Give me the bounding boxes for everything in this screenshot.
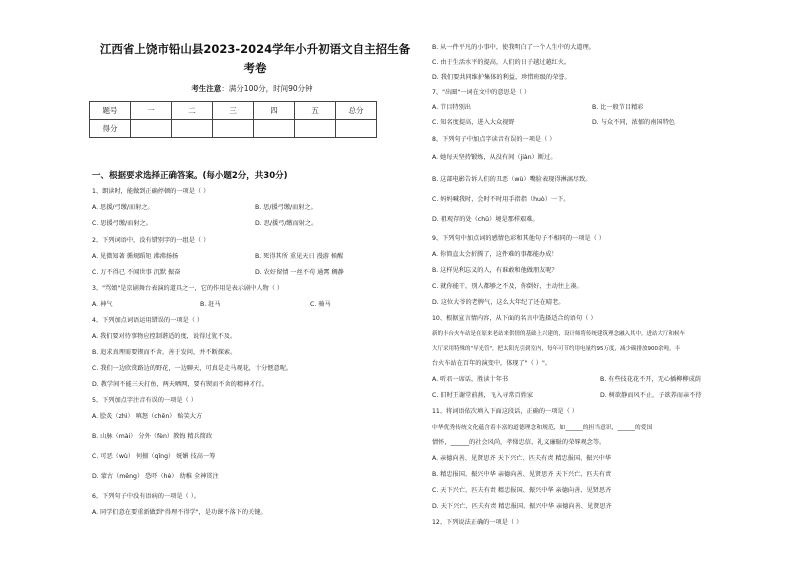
- question-line: 10、根据宣言情内容，从下面的名言中选择适合的语句（ ）: [432, 315, 597, 322]
- option-line: C. 万不得已 不闻世事 沉默 振奋: [92, 269, 181, 276]
- option-line: C. 就你能干，别人都够之不及，你倒好，主动往上凑。: [432, 283, 583, 290]
- option-line: D. 天下兴亡、匹夫有责 精忠报国、振兴中华 亲德向善、见贤思齐: [432, 503, 612, 510]
- option-line: A. 节目特别出: [432, 104, 471, 111]
- question-line: 11、将词语依次填入下面这段话，正确的一项是（ ）: [432, 408, 578, 415]
- question-line: 6、下列句子中没有语病的一项是（ ）。: [92, 493, 200, 500]
- score-header-cell: 题号: [90, 102, 131, 120]
- score-header-cell: 四: [254, 102, 295, 120]
- option-line: D. 祖观存的处（chǔ）境是那样艰难。: [432, 216, 539, 223]
- option-line: A. 见微知著 循规蹈矩 沸沸扬扬: [92, 253, 179, 260]
- question-line: 12、下列说法正确的一项是（ ）: [432, 519, 523, 526]
- score-header-cell: 总分: [336, 102, 377, 120]
- score-table: [89, 101, 377, 138]
- option-line: A. 脍炙（zhì） 嗔怒（chēn） 贻笑大方: [92, 413, 203, 420]
- option-line: C. 天下兴亡、匹夫有责 精忠报国、振兴中华 亲德向善、见贤思齐: [432, 487, 612, 494]
- exam-title-line2: 考卷: [243, 61, 267, 75]
- option-line: C. 我们一边欣赏路边的野花，一边聊天，可真是走马观花，十分惬意呢。: [92, 365, 293, 372]
- option-line: A. 思援/弓缴/而射之。: [92, 204, 154, 211]
- score-header-cell: 三: [213, 102, 254, 120]
- score-cell: [131, 120, 172, 138]
- option-line: B. 从一件平凡的小事中，使我明白了一个人生中的大道理。: [432, 44, 595, 51]
- option-line: B. 比一般节目精彩: [592, 104, 644, 111]
- option-line: D. 蒙古（měng） 恐吓（hè） 幼稚 全神贯注: [92, 473, 219, 480]
- question-line: 2、下列词语中，没有错别字的一组是（ ）: [92, 237, 210, 244]
- option-line: C. 可恶（wù） 何擅（qǐng） 妩媚 技高一筹: [92, 453, 216, 460]
- question-line: 9、下列句中加点词的感情色彩和其他句子不相同的一项是（ ）: [432, 235, 605, 242]
- score-header-cell: 一: [131, 102, 172, 120]
- option-line: A. 听君一席话，胜读十年书: [432, 376, 509, 383]
- option-line: C. 骑马: [310, 301, 331, 308]
- score-cell: [172, 120, 213, 138]
- option-line: D. 我们要共同维护集体的利益，珍惜班级的荣誉。: [432, 74, 571, 81]
- option-line: A. 亲德向善、见贤思齐 天下兴亡、匹夫有责 精忠报国、振兴中华: [432, 455, 612, 462]
- option-line: D. 思/援弓/缴而射之。: [255, 220, 318, 227]
- score-cell: [213, 120, 254, 138]
- option-line: A. 同学们意在要重新做到"得理不得学"，是功课不落下的关键。: [92, 509, 267, 516]
- option-line: A. 我们要对待事物应控制谐适的度，说得过犹不及。: [92, 333, 237, 340]
- exam-title: [90, 40, 420, 78]
- option-line: B. 有些技花花不开，无心插柳柳成荫: [600, 376, 701, 383]
- score-cell: [336, 120, 377, 138]
- option-line: B. 思/援弓缴/而射之。: [255, 204, 317, 211]
- score-header-cell: 五: [295, 102, 336, 120]
- option-line: D. 教学间不能三天打鱼，两天晒网，要有锲而不舍的精神才行。: [92, 381, 268, 388]
- option-line: D. 与众不同，浓郁的南国特色: [592, 119, 675, 126]
- question-line: 7、"出圈"一词在文中的意思是（ ）: [432, 89, 531, 96]
- option-line: C. 思援弓缴/而射之。: [92, 220, 152, 227]
- question-line: 1、朗读时，能做到正确停顿的一项是（ ）: [92, 188, 210, 195]
- passage-line: 情怀，______的社会风尚，孝悌忠信、礼义廉耻的荣辱观念等。: [432, 439, 606, 446]
- passage-line: 大厅采用特殊的"导光管"，把太阳光引到室内，每年可节约用电量约95万度，减少碳排放900余吨。丰: [432, 346, 681, 352]
- option-line: D. 这位大爷的老脾气，这么大年纪了还在晴老。: [432, 299, 565, 306]
- option-line: B. 这样见利忘义的人，有谁敢和他做朋友呢？: [432, 267, 558, 274]
- score-cell: [254, 120, 295, 138]
- notice-label: 考生注意: [191, 84, 222, 93]
- score-header-cell: 二: [172, 102, 213, 120]
- option-line: A. 你简直太会折腾了，这件难的事都能办成！: [432, 251, 558, 258]
- score-header-row: [90, 102, 377, 120]
- option-line: A. 神气: [92, 301, 113, 308]
- notice-text: ：满分100分，时间90分钟: [221, 84, 313, 93]
- score-cell: [295, 120, 336, 138]
- option-line: B. 追求真理需要锲而不舍，善于发问，并不断探索。: [92, 349, 237, 356]
- exam-title-line1: 江西省上饶市铅山县2023-2024学年小升初语文自主招生备: [99, 42, 411, 56]
- option-line: B. 山脉（mài） 分外（fèn）教悔 精兵简政: [92, 433, 213, 440]
- question-line: 8、下列句子中加点字读音有误的一项是（ ）: [432, 136, 556, 143]
- option-line: B. 赶马: [200, 301, 221, 308]
- option-line: C. 旧时王谢堂前燕，飞入寻常百姓家: [432, 392, 534, 399]
- exam-notice: [82, 83, 422, 94]
- question-line: 5、下列加点字注音有误的一项是（ ）: [92, 397, 197, 404]
- option-line: A. 她每天坚持锻炼，从没有间（jiàn）断过。: [432, 154, 557, 161]
- passage-line: 台火车站在百年的演变中，体现了"（ ）"。: [432, 360, 552, 367]
- score-value-row: [90, 120, 377, 138]
- section-heading: 一、根据要求选择正确答案。(每小题2分，共30分): [92, 171, 288, 181]
- option-line: C. 知名度提高，进入大众视野: [432, 119, 515, 126]
- passage-line: 中华优秀传统文化蕴含着丰富的道德理念和规范，如______的担当意识，______的爱国: [432, 425, 653, 431]
- score-row-label: 得分: [90, 120, 131, 138]
- option-line: B. 这部电影告诉人们的丑恶（wù）嘴脸表现得淋漓尽致。: [432, 176, 592, 183]
- option-line: C. 妈妈喊我时，会时不时用手指指（huò）一下。: [432, 196, 570, 203]
- option-line: C. 由于生活水平的提高，人们的日子越过越红火。: [432, 59, 571, 66]
- option-line: B. 死得其所 重见天日 漫游 候醒: [255, 253, 344, 260]
- passage-line: 新的丰台火车站是在原来老站来供情的基础上兴建的，设计师将传统建筑理念融入其中，进站大厅和候车: [432, 331, 686, 337]
- question-line: 3、"骂娘"是京剧舞台表演的道具之一，它的作用是表示剧中人物（ ）: [92, 285, 284, 292]
- option-line: B. 精忠报国、振兴中华 亲德向善、见贤思齐 天下兴亡、匹夫有责: [432, 471, 612, 478]
- option-line: D. 树欲静而风不止，子欲养而亲不待: [600, 392, 702, 399]
- question-line: 4、下列加点词语运用错误的一项是（ ）: [92, 317, 204, 324]
- option-line: D. 农好留情 一丝不苟 通霄 稠静: [255, 269, 344, 276]
